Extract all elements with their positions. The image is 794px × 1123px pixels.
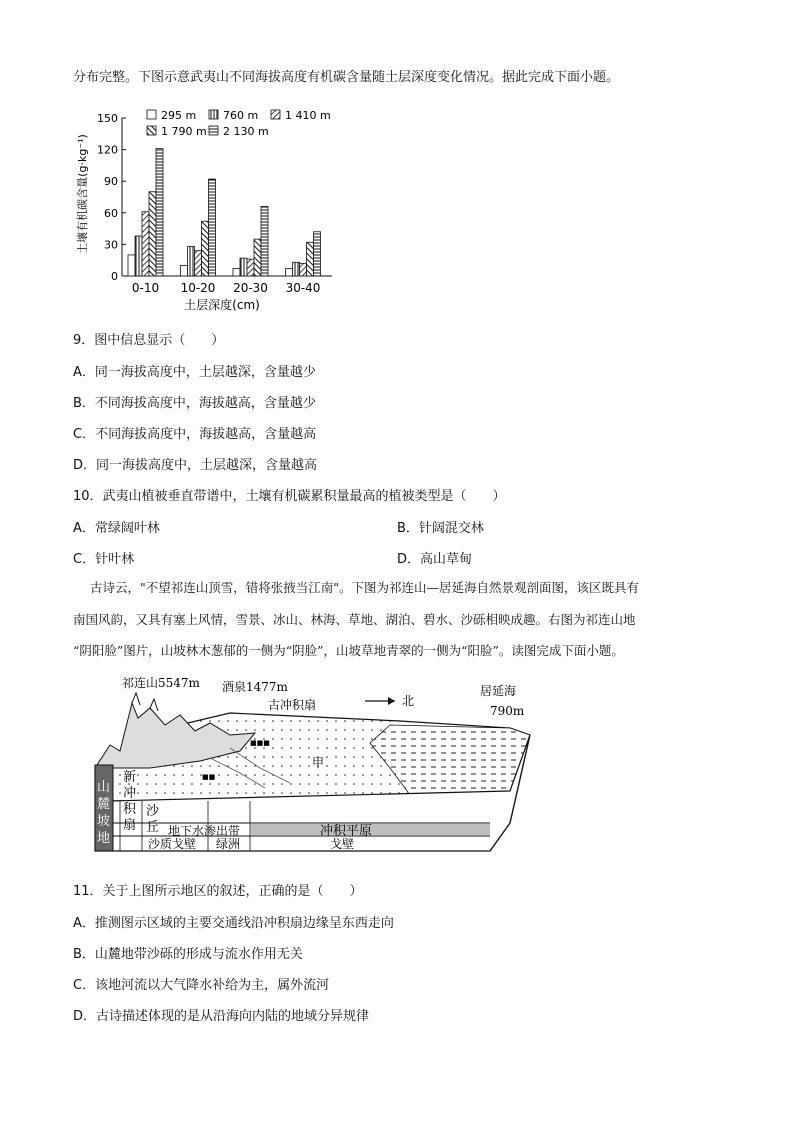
label-jiuquan-town: ■■■ (250, 739, 270, 747)
label-juyan-elev: 790m (490, 704, 525, 718)
q11-option-c[interactable]: C．该地河流以大气降水补给为主，属外流河 (73, 978, 330, 993)
legend-label: 760 m (223, 109, 259, 122)
x-tick-label: 20-30 (233, 281, 268, 295)
legend-swatch (147, 126, 156, 135)
intro-text-1: 分布完整。下图示意武夷山不同海拔高度有机碳含量随土层深度变化情况。据此完成下面小题。 (73, 70, 620, 85)
q11-option-a[interactable]: A．推测图示区域的主要交通线沿冲积扇边缘呈东西走向 (73, 916, 394, 931)
bar (202, 221, 209, 276)
bar (240, 258, 247, 276)
organic-carbon-bar-chart (72, 104, 342, 314)
q10-option-c[interactable]: C．针叶林 (73, 552, 135, 567)
bar (181, 265, 188, 276)
q10-option-b[interactable]: B．针阔混交林 (397, 521, 484, 536)
bar (135, 236, 142, 276)
bar (209, 179, 216, 276)
q10-stem: 10．武夷山植被垂直带谱中，土壤有机碳累积量最高的植被类型是（ ） (73, 489, 506, 504)
label-alluvial-plain: 冲积平原 (320, 824, 373, 839)
x-tick-label: 10-20 (180, 281, 216, 295)
bar (286, 269, 293, 276)
label-north: 北 (402, 694, 415, 708)
y-tick-label: 90 (104, 175, 118, 189)
legend-swatch (209, 110, 218, 119)
label-oasis: 绿洲 (216, 837, 241, 851)
q10-option-a[interactable]: A．常绿阔叶林 (73, 521, 160, 536)
peak-lines (132, 693, 158, 711)
bar (233, 269, 240, 276)
bar (188, 247, 195, 276)
q9-option-b[interactable]: B．不同海拔高度中，海拔越高，含量越少 (73, 396, 316, 411)
x-tick-label: 0-10 (131, 281, 160, 295)
y-tick-label: 30 (104, 238, 118, 252)
bar (293, 262, 300, 276)
q11-option-d[interactable]: D．古诗描述体现的是从沿海向内陆的地域分异规律 (73, 1009, 370, 1024)
bar (254, 239, 261, 276)
label-gobi: 戈壁 (330, 837, 355, 851)
x-axis-label: 土层深度(cm) (184, 298, 260, 312)
label-seep-zone: 地下水渗出带 (168, 824, 241, 838)
label-jiuquan: 酒泉1477m (222, 680, 288, 694)
legend-label: 1 790 m (161, 125, 207, 138)
intro-text-2-line3: “阴阳脸”图片，山坡林木葱郁的一侧为“阴脸”，山坡草地青翠的一侧为“阳脸”。读图完成下面小题。 (73, 643, 624, 658)
qilian-juyan-profile-diagram (90, 673, 540, 858)
label-town-2: ■■ (202, 773, 216, 781)
label-sandy-gobi: 沙质戈壁 (148, 837, 197, 851)
q9-option-c[interactable]: C．不同海拔高度中，海拔越高，含量越高 (73, 427, 317, 442)
legend-swatch (271, 110, 280, 119)
bar (261, 206, 268, 276)
col-new-fan: 新冲积扇 (123, 770, 137, 833)
bar (300, 263, 307, 276)
label-ancient-fan: 古冲积扇 (268, 698, 317, 712)
legend-label: 1 410 m (285, 109, 331, 122)
y-axis-label: 土壤有机碳含量(g·kg⁻¹) (76, 134, 89, 254)
q10-option-d[interactable]: D．高山草甸 (397, 552, 473, 567)
label-juyan: 居延海 (480, 684, 517, 698)
col-dune: 沙丘 (146, 804, 160, 835)
legend-swatch (147, 110, 156, 119)
x-tick-label: 30-40 (285, 281, 321, 295)
bar (314, 232, 321, 276)
bar (149, 192, 156, 276)
bar (142, 212, 149, 276)
q11-stem: 11．关于上图所示地区的叙述，正确的是（ ） (73, 884, 363, 899)
label-qilian: 祁连山5547m (122, 676, 200, 690)
legend-swatch (209, 126, 218, 135)
y-tick-label: 150 (97, 112, 118, 125)
bar (195, 251, 202, 276)
y-tick-label: 60 (104, 206, 118, 220)
y-tick-label: 120 (97, 143, 118, 157)
label-jia: 甲 (312, 756, 325, 770)
bar (307, 242, 314, 276)
legend-label: 295 m (161, 109, 197, 122)
intro-text-2-line1: 古诗云，"不望祁连山顶雪，错将张掖当江南"。下图为祁连山—居延海自然景观剖面图，该区既具有 (90, 580, 640, 595)
bar (247, 259, 254, 276)
q9-option-d[interactable]: D．同一海拔高度中，土层越深，含量越高 (73, 458, 318, 473)
legend-label: 2 130 m (223, 125, 269, 138)
q9-option-a[interactable]: A．同一海拔高度中，土层越深，含量越少 (73, 365, 316, 380)
q9-stem: 9．图中信息显示（ ） (73, 333, 225, 348)
q11-option-b[interactable]: B．山麓地带沙砾的形成与流水作用无关 (73, 947, 303, 962)
bar (156, 149, 163, 276)
intro-text-2-line2: 南国风韵，又具有塞上风情，雪景、冰山、林海、草地、湖泊、碧水、沙砾相映成趣。右图为祁连山地 (73, 612, 636, 627)
y-tick-label: 0 (111, 270, 118, 283)
bar (128, 255, 135, 276)
svg-text:山麓坡地: 山麓坡地 (97, 780, 111, 846)
